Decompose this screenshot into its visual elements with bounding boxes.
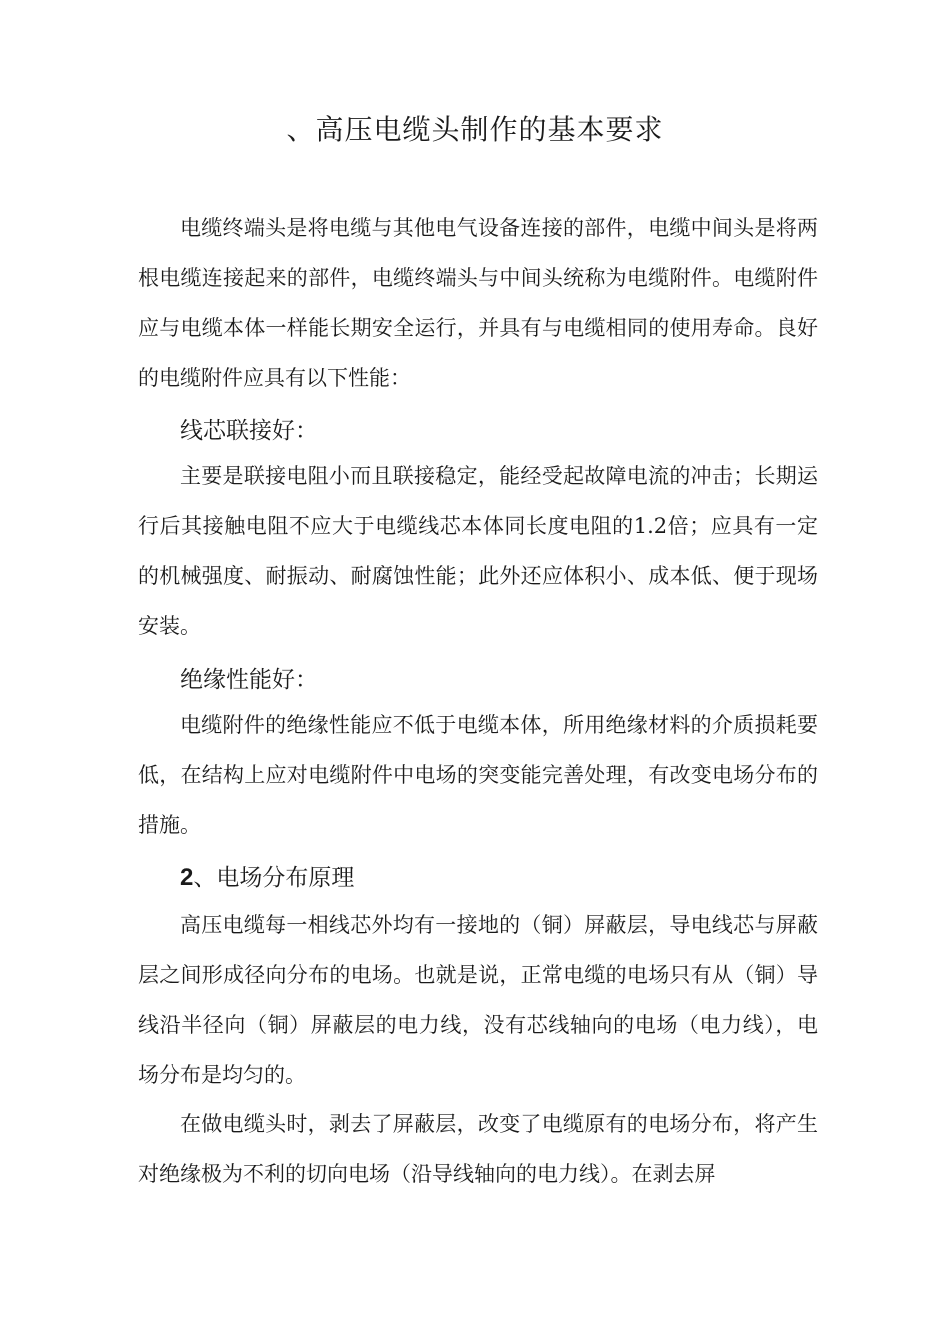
field-heading-text: 、电场分布原理 [193,865,355,891]
field-section-heading [180,858,354,898]
field-paragraph-2: 在做电缆头时，剥去了屏蔽层，改变了电缆原有的电场分布，将产生对绝缘极为不利的切向电场（沿导线轴向的电力线）。在剥去屏 [138,1112,818,1186]
conductor-heading: 线芯联接好： [180,418,318,444]
intro-paragraph: 电缆终端头是将电缆与其他电气设备连接的部件，电缆中间头是将两根电缆连接起来的部件，电缆终端头与中间头统称为电缆附件。电缆附件应与电缆本体一样能长期安全运行，并具有与电缆相同的使用寿命。良好的电缆附件应具有以下性能： [138,216,818,390]
field-paragraph-1: 高压电缆每一相线芯外均有一接地的（铜）屏蔽层，导电线芯与屏蔽层之间形成径向分布的电场。也就是说，正常电缆的电场只有从（铜）导线沿半径向（铜）屏蔽层的电力线，没有芯线轴向的电场（电力线），电场分布是均匀的。 [138,913,818,1087]
conductor-paragraph: 主要是联接电阻小而且联接稳定，能经受起故障电流的冲击；长期运行后其接触电阻不应大于电缆线芯本体同长度电阻的1.2倍；应具有一定的机械强度、耐振动、耐腐蚀性能；此外还应体积小、成本低、便于现场安装。 [138,464,818,638]
insulation-paragraph: 电缆附件的绝缘性能应不低于电缆本体，所用绝缘材料的介质损耗要低，在结构上应对电缆附件中电场的突变能完善处理，有改变电场分布的措施。 [138,713,818,837]
document-title: 、高压电缆头制作的基本要求 [286,113,664,146]
section-number: 2 [180,864,194,891]
insulation-heading: 绝缘性能好： [180,667,318,693]
